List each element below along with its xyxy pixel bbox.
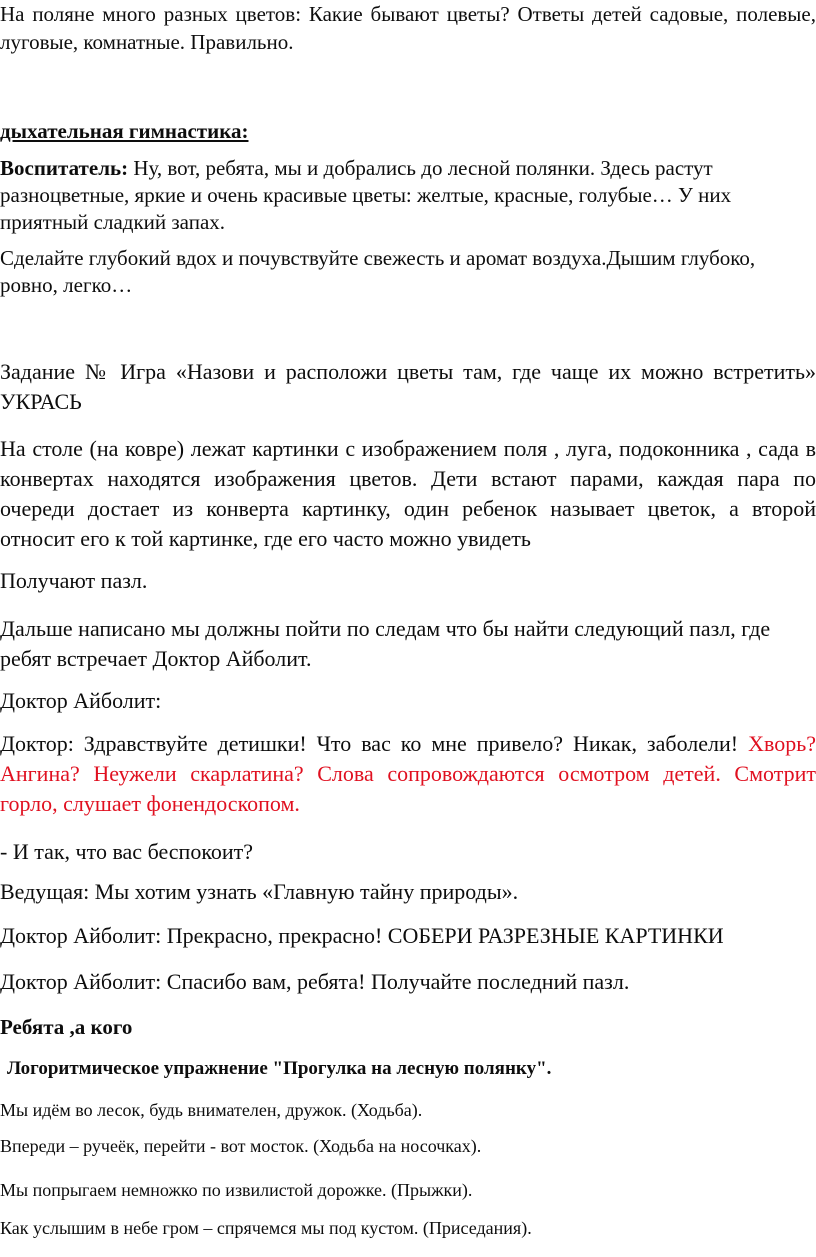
teacher-speaker-label: Воспитатель:	[0, 156, 129, 180]
line-walk-into-forest: Мы идём во лесок, будь внимателен, дружок. (Ходьба).	[0, 1100, 423, 1120]
paragraph-host-reply: Ведущая: Мы хотим узнать «Главную тайну природы».	[0, 879, 519, 904]
doctor-greeting-red-text: Хворь? Ангина? Неужели скарлатина? Слова сопровождаются осмотром детей. Смотрит горло, слушает фонендоскопом.	[0, 731, 816, 816]
paragraph-doctor-thanks: Доктор Айболит: Спасибо вам, ребята! Получайте последний пазл.	[0, 969, 630, 994]
line-jump-winding-path: Мы попрыгаем немножко по извилистой дорожке. (Прыжки).	[0, 1180, 473, 1200]
paragraph-game-description: На столе (на ковре) лежат картинки с изображением поля , луга, подоконника , сада в конвертах находятся изображения цветов. Дети встают парами, каждая пара по очереди достает из конверта картинку, один ребенок называет цветок, а второй относит его к той картинке, где его часто можно увидеть	[0, 436, 816, 551]
paragraph-follow-tracks: Дальше написано мы должны пойти по следам что бы найти следующий пазл, где ребят встречает Доктор Айболит.	[0, 616, 771, 671]
paragraph-doctor-greeting	[0, 729, 816, 819]
line-stream-bridge: Впереди – ручеёк, перейти - вот мосток. (Ходьба на носочках).	[0, 1136, 482, 1156]
paragraph-what-bothers-you: - И так, что вас беспокоит?	[0, 839, 254, 864]
paragraph-teacher-speech	[0, 155, 816, 236]
paragraph-doctor-praise: Доктор Айболит: Прекрасно, прекрасно! СОБЕРИ РАЗРЕЗНЫЕ КАРТИНКИ	[0, 923, 724, 948]
line-thunder-hide-bush: Как услышим в небе гром – спрячемся мы под кустом. (Приседания).	[0, 1218, 532, 1238]
paragraph-task-game-title: Задание № Игра «Назови и расположи цветы там, где чаще их можно встретить» УКРАСЬ	[0, 359, 816, 414]
paragraph-flower-types: На поляне много разных цветов: Какие бывают цветы? Ответы детей садовые, полевые, луговые, комнатные. Правильно.	[0, 2, 816, 54]
paragraph-breathing-instruction: Сделайте глубокий вдох и почувствуйте свежесть и аромат воздуха.Дышим глубоко, ровно, легко…	[0, 246, 756, 297]
paragraph-rebyata-a-kogo: Ребята ,а кого	[0, 1015, 133, 1039]
paragraph-receive-puzzle: Получают пазл.	[0, 568, 148, 593]
heading-breathing-gymnastics-text: дыхательная гимнастика:	[0, 119, 249, 143]
heading-breathing-gymnastics	[0, 117, 816, 145]
teacher-speech-text: Ну, вот, ребята, мы и добрались до лесной полянки. Здесь растут разноцветные, яркие и очень красивые цветы: желтые, красные, голубые… У них приятный сладкий запах.	[0, 156, 732, 234]
doctor-greeting-black-text: Доктор: Здравствуйте детишки! Что вас ко мне привело? Никак, заболели!	[0, 731, 749, 756]
heading-logorhythmic-exercise: Логоритмическое упражнение "Прогулка на лесную полянку".	[7, 1058, 552, 1079]
paragraph-doctor-aibolit-label: Доктор Айболит:	[0, 688, 162, 713]
